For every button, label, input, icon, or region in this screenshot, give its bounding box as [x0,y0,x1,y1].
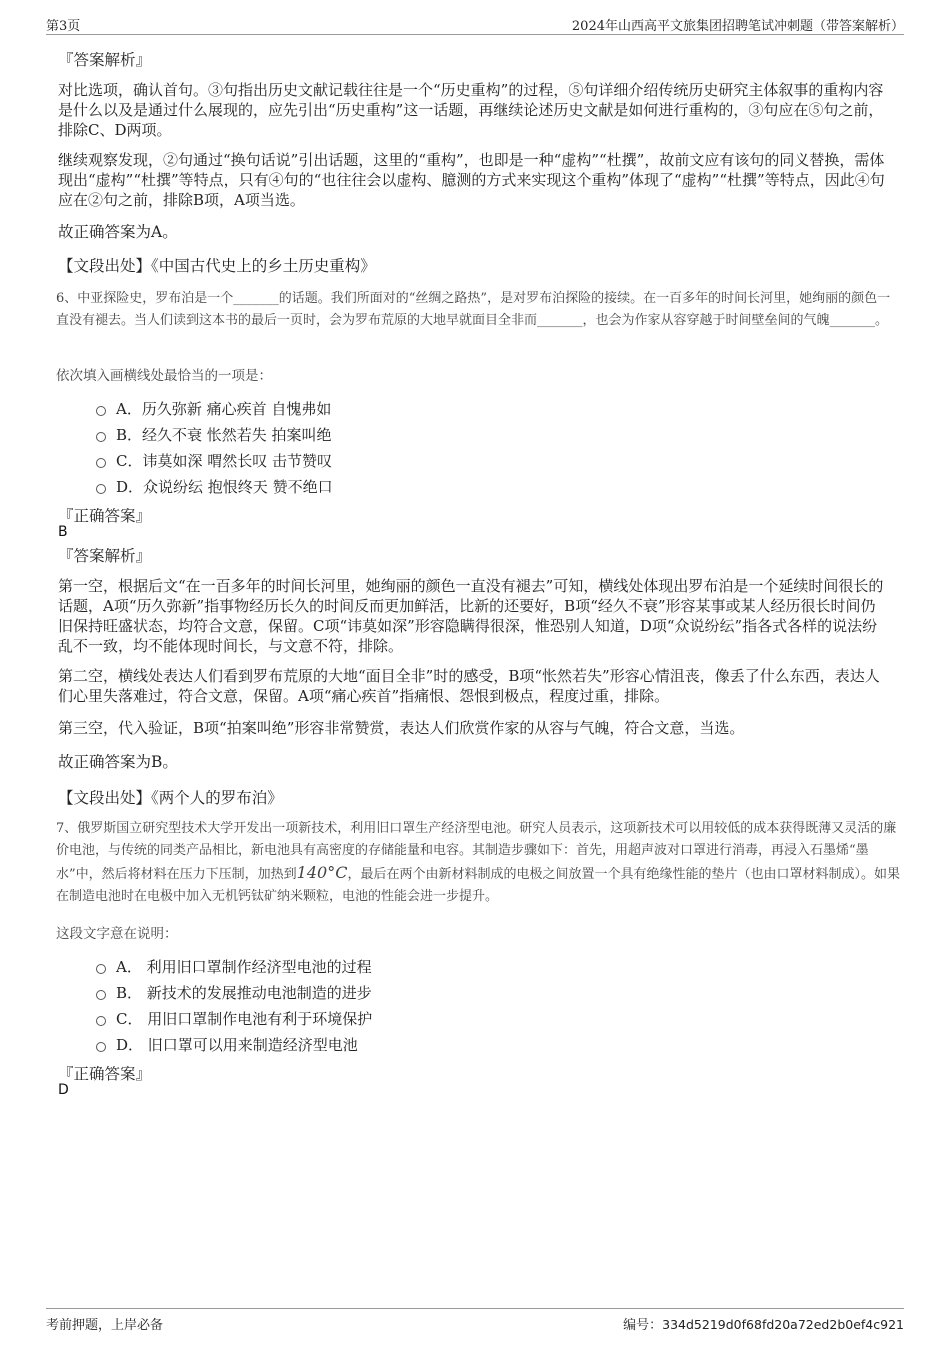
q6-conclusion: 故正确答案为B。 [58,753,178,771]
radio-icon[interactable] [96,964,106,974]
radio-icon[interactable] [96,458,106,468]
page-footer [46,1308,904,1331]
radio-icon[interactable] [96,1016,106,1026]
q6-answer-label: 『正确答案』 [58,507,152,525]
q6-answer: B [58,524,68,540]
q6-option-d[interactable]: D．众说纷纭 抱恨终天 赞不绝口 [96,476,333,497]
q6-stem: 6、中亚探险史，罗布泊是一个_______的话题。我们所面对的“丝绸之路热”，是对罗布泊探险的接续。在一百多年的时间长河里，她绚丽的颜色一直没有褪去。当人们读到这本书的最后一页时，会为罗布荒原的大地早就面目全非而_______，也会为作家从容穿越于时间壁垒间的气魄_______。 [56,291,891,328]
q6-analysis-label: 『答案解析』 [58,547,152,565]
page-number: 第3页 [46,19,81,34]
q7-option-b[interactable]: B． 新技术的发展推动电池制造的进步 [96,982,372,1003]
document-title: 2024年山西高平文旅集团招聘笔试冲刺题（带答案解析） [571,19,904,34]
q6-prompt: 依次填入画横线处最恰当的一项是： [56,368,272,384]
radio-icon[interactable] [96,484,106,494]
q7-option-d[interactable]: D． 旧口罩可以用来制造经济型电池 [96,1034,358,1055]
q6-analysis-para-1: 第一空，根据后文“在一百多年的时间长河里，她绚丽的颜色一直没有褪去”可知，横线处体现出罗布泊是一个延续时间很长的话题，A项“历久弥新”指事物经历长久的时间反而更加鲜活，比新的还要好，B项“经久不衰”形容某事或某人经历很长时间仍旧保持旺盛状态，均符合文意，保留。C项“讳莫如深”形容隐瞒得很深，惟恐别人知道，D项“众说纷纭”指各式各样的说法纷乱不一致，均不能体现时间长，与文意不符，排除。 [58,577,884,655]
page-header [46,14,904,35]
q7-prompt: 这段文字意在说明： [56,926,178,942]
q7-option-c[interactable]: C． 用旧口罩制作电池有利于环境保护 [96,1008,372,1029]
q5-analysis-para-1: 对比选项，确认首句。③句指出历史文献记载往往是一个“历史重构”的过程，⑤句详细介绍传统历史研究主体叙事的重构内容是什么以及是通过什么展现的，应先引出“历史重构”这一话题，再继续论述历史文献是如何进行重构的，③句应在⑤句之前，排除C、D两项。 [58,81,884,139]
radio-icon[interactable] [96,990,106,1000]
q7-answer: D [58,1082,69,1098]
q6-option-a[interactable]: A．历久弥新 痛心疾首 自愧弗如 [96,398,331,419]
radio-icon[interactable] [96,432,106,442]
q6-analysis-para-2: 第二空，横线处表达人们看到罗布荒原的大地“面目全非”时的感受，B项“怅然若失”形容心情沮丧，像丢了什么东西，表达人们心里失落难过，符合文意，保留。A项“痛心疾首”指痛恨、怨恨到极点，程度过重，排除。 [58,667,880,705]
radio-icon[interactable] [96,406,106,416]
q7-option-a[interactable]: A． 利用旧口罩制作经济型电池的过程 [96,956,372,977]
q5-analysis-para-2: 继续观察发现，②句通过“换句话说”引出话题，这里的“重构”，也即是一种“虚构”“杜撰”，故前文应有该句的同义替换，需体现出“虚构”“杜撰”等特点，只有④句的“也往往会以虚构、臆测的方式来实现这个重构”体现了“虚构”“杜撰”等特点，因此④句应在②句之前，排除B项，A项当选。 [58,151,885,209]
q7-answer-label: 『正确答案』 [58,1065,152,1083]
radio-icon[interactable] [96,1042,106,1052]
q6-source: 【文段出处】《两个人的罗布泊》 [58,789,283,807]
footer-slogan: 考前押题，上岸必备 [46,1318,164,1333]
q6-option-b[interactable]: B．经久不衰 怅然若失 拍案叫绝 [96,424,332,445]
q7-stem: 7、俄罗斯国立研究型技术大学开发出一项新技术，利用旧口罩生产经济型电池。研究人员表示，这项新技术可以用较低的成本获得既薄又灵活的廉价电池，与传统的同类产品相比，新电池具有高密度的存储能量和电容。其制造步骤如下：首先，用超声波对口罩进行消毒，再浸入石墨烯“墨水”中，然后将材料在压力下压制，加热到140°C，最后在两个由新材料制成的电极之间放置一个具有绝缘性能的垫片（也由口罩材料制成）。如果在制造电池时在电极中加入无机钙钛矿纳米颗粒，电池的性能会进一步提升。 [56,821,900,904]
q5-source: 【文段出处】《中国古代史上的乡土历史重构》 [58,257,376,275]
q5-analysis-label: 『答案解析』 [58,51,152,69]
q5-conclusion: 故正确答案为A。 [58,223,178,241]
temperature-formula: 140°C [296,863,348,882]
q6-analysis-para-3: 第三空，代入验证，B项“拍案叫绝”形容非常赞赏，表达人们欣赏作家的从容与气魄，符合文意，当选。 [58,719,745,737]
q6-option-c[interactable]: C．讳莫如深 喟然长叹 击节赞叹 [96,450,332,471]
document-id: 编号：334d5219d0f68fd20a72ed2b0ef4c921 [623,1317,904,1333]
